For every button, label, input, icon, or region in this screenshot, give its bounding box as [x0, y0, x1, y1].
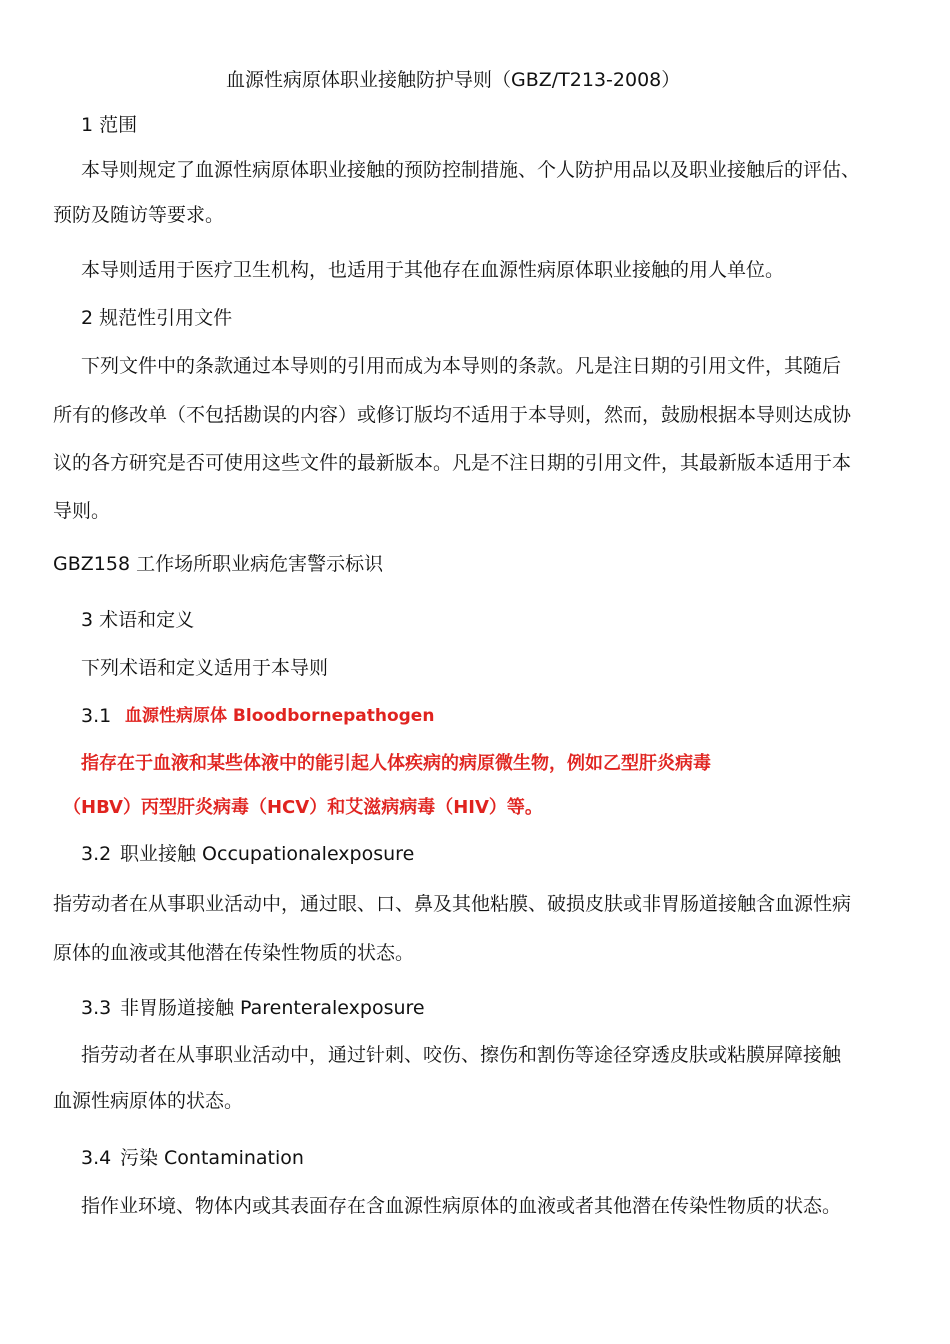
term-definition-line-highlighted: （HBV）丙型肝炎病毒（HCV）和艾滋病病毒（HIV）等。 [63, 797, 543, 818]
term-definition-line: 指作业环境、物体内或其表面存在含血源性病原体的血液或者其他潜在传染性物质的状态。 [81, 1195, 842, 1217]
term-number: 3.3 [81, 997, 112, 1019]
section-heading-terms-definitions: 3 术语和定义 [81, 609, 195, 631]
paragraph-line: 本导则适用于医疗卫生机构，也适用于其他存在血源性病原体职业接触的用人单位。 [81, 259, 785, 281]
term-definition-line: 指劳动者在从事职业活动中，通过针刺、咬伤、擦伤和割伤等途径穿透皮肤或粘膜屏障接触 [81, 1044, 842, 1066]
section-heading-normative-references: 2 规范性引用文件 [81, 307, 233, 329]
document-title: 血源性病原体职业接触防护导则（GBZ/T213-2008） [226, 69, 681, 91]
paragraph-line: 所有的修改单（不包括勘误的内容）或修订版均不适用于本导则，然而，鼓励根据本导则达成协 [53, 404, 852, 426]
paragraph-line: 议的各方研究是否可使用这些文件的最新版本。凡是不注日期的引用文件，其最新版本适用于本 [53, 452, 852, 474]
term-number: 3.2 [81, 843, 112, 865]
section-heading-scope: 1 范围 [81, 114, 138, 136]
term-number: 3.4 [81, 1147, 112, 1169]
paragraph-line: 下列文件中的条款通过本导则的引用而成为本导则的条款。凡是注日期的引用文件，其随后 [81, 355, 842, 377]
term-definition-line: 原体的血液或其他潜在传染性物质的状态。 [53, 942, 415, 964]
normative-reference-item: GBZ158 工作场所职业病危害警示标识 [53, 553, 384, 575]
term-title-parenteral-exposure: 非胃肠道接触 Parenteralexposure [120, 997, 425, 1019]
term-definition-line: 血源性病原体的状态。 [53, 1090, 244, 1112]
paragraph-line: 本导则规定了血源性病原体职业接触的预防控制措施、个人防护用品以及职业接触后的评估、 [81, 159, 861, 181]
term-title-contamination: 污染 Contamination [120, 1147, 304, 1169]
term-title-occupational-exposure: 职业接触 Occupationalexposure [120, 843, 415, 865]
term-definition-line-highlighted: 指存在于血液和某些体液中的能引起人体疾病的病原微生物，例如乙型肝炎病毒 [81, 753, 711, 774]
term-definition-line: 指劳动者在从事职业活动中，通过眼、口、鼻及其他粘膜、破损皮肤或非胃肠道接触含血源性病 [53, 893, 852, 915]
paragraph-line: 预防及随访等要求。 [53, 204, 225, 226]
paragraph-line: 导则。 [53, 500, 111, 522]
term-title-bloodborne-pathogen: 血源性病原体 Bloodbornepathogen [125, 706, 435, 726]
section-intro: 下列术语和定义适用于本导则 [81, 657, 329, 679]
term-number: 3.1 [81, 705, 112, 727]
